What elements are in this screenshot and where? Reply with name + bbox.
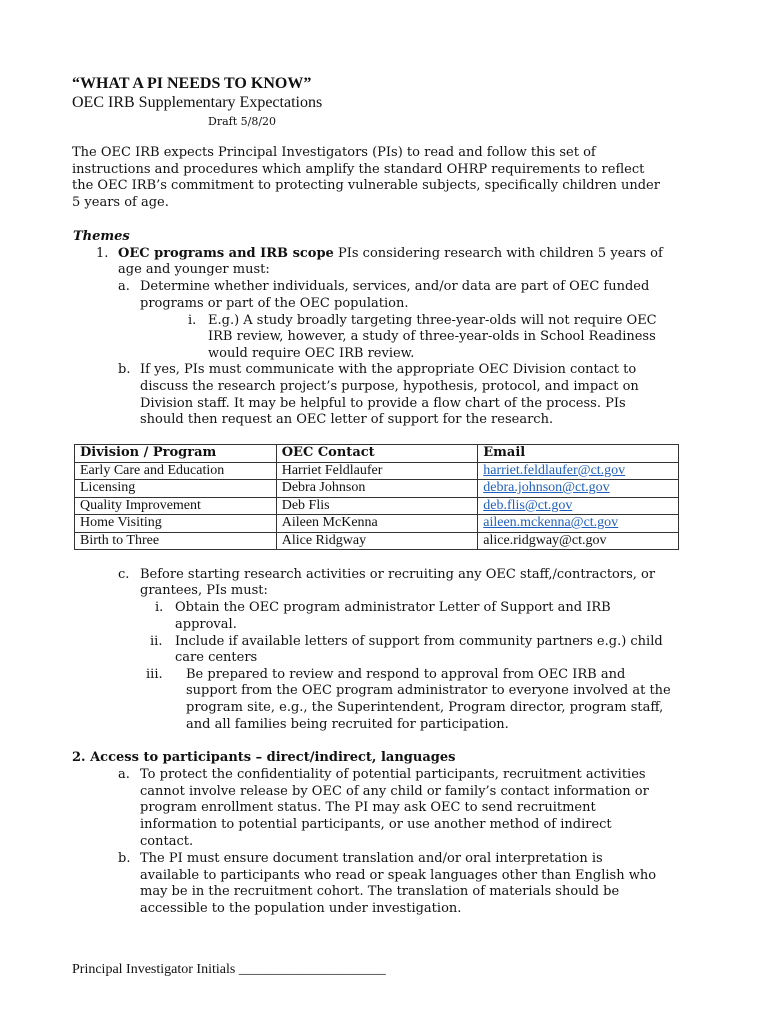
contact-cell: Deb Flis [276,497,478,515]
intro-line: The OEC IRB expects Principal Investigators (PIs) to read and follow this set of [72,145,596,160]
item-2b-line: may be in the recruitment cohort. The translation of materials should be [140,884,620,899]
table-header-row [75,445,679,463]
table-header-division: Division / Program [75,445,277,463]
contacts-table [74,444,679,550]
intro-line: the OEC IRB’s commitment to protecting vulnerable subjects, specifically children under [72,178,660,193]
email-cell [478,480,679,498]
item-1ai-line: IRB review, however, a study of three-year-olds in School Readiness [208,329,656,344]
item-1ciii-line: Be prepared to review and respond to approval from OEC IRB and [186,667,626,682]
section2-heading: 2. Access to participants – direct/indirect, languages [72,750,456,765]
item-2a-line: To protect the confidentiality of potential participants, recruitment activities [140,767,646,782]
intro-line: 5 years of age. [72,195,169,210]
table-header-email: Email [478,445,679,463]
list-marker: a. [118,279,130,294]
list-marker: b. [118,362,131,377]
item-1ai-line: E.g.) A study broadly targeting three-year-olds will not require OEC [208,313,657,328]
list-marker: b. [118,851,131,866]
table-row [75,462,679,480]
themes-heading: Themes [73,229,130,244]
intro-line: instructions and procedures which amplify the standard OHRP requirements to reflect [72,162,645,177]
item-2b-line: accessible to the population under investigation. [140,901,462,916]
contact-cell: Debra Johnson [276,480,478,498]
item-2a-line: cannot involve release by OEC of any child or family’s contact information or [140,784,649,799]
item-1a-line: programs or part of the OEC population. [140,296,409,311]
table-row [75,480,679,498]
email-link[interactable]: aileen.mckenna@ct.gov [483,515,619,530]
item-2a-line: information to potential participants, or use another method of indirect [140,817,612,832]
contact-cell: Harriet Feldlaufer [276,462,478,480]
table-header-contact: OEC Contact [276,445,478,463]
item-1a-line: Determine whether individuals, services, and/or data are part of OEC funded [140,279,650,294]
table-row [75,532,679,550]
item-2b-line: The PI must ensure document translation and/or oral interpretation is [140,851,603,866]
division-cell: Birth to Three [75,532,277,550]
division-cell: Quality Improvement [75,497,277,515]
initials-line[interactable]: Principal Investigator Initials _____________________ [72,962,386,977]
draft-date: Draft 5/8/20 [208,115,277,128]
email-cell [478,462,679,480]
email-link[interactable]: deb.flis@ct.gov [483,497,573,513]
contact-cell: Aileen McKenna [276,515,478,533]
item-1b-line: should then request an OEC letter of support for the research. [140,412,554,427]
division-cell: Licensing [75,480,277,498]
item-1b-line: Division staff. It may be helpful to provide a flow chart of the process. PIs [140,396,626,411]
item-2a-line: contact. [140,834,194,849]
item-1ai-line: would require OEC IRB review. [208,346,415,361]
item-1ciii-line: program site, e.g., the Superintendent, Program director, program staff, [186,700,664,715]
item-1b-line: If yes, PIs must communicate with the appropriate OEC Division contact to [140,362,637,377]
division-cell: Early Care and Education [75,462,277,480]
item-1cii-line: Include if available letters of support from community partners e.g.) child [175,634,663,649]
document-subtitle: OEC IRB Supplementary Expectations [72,94,323,111]
email-link[interactable]: debra.johnson@ct.gov [483,480,610,495]
contact-cell: Alice Ridgway [276,532,478,550]
list-marker: ii. [150,634,163,649]
email-cell: alice.ridgway@ct.gov [478,532,679,550]
list-marker: a. [118,767,130,782]
email-link[interactable]: harriet.feldlaufer@ct.gov [483,462,626,478]
item-1c-line: grantees, PIs must: [140,583,268,598]
item-1ci-line: approval. [175,617,237,632]
list-marker: iii. [146,667,163,682]
section1-lead-text: PIs considering research with children 5 years of [333,246,663,261]
item-2b-line: available to participants who read or speak languages other than English who [140,868,657,883]
list-marker: c. [118,567,130,582]
section1-number: 1. [96,246,109,261]
list-marker: i. [188,313,197,328]
section1-lead-cont: age and younger must: [118,262,270,277]
table-row [75,515,679,533]
item-2a-line: program enrollment status. The PI may ask OEC to send recruitment [140,800,596,815]
section1-heading: OEC programs and IRB scope [118,246,334,261]
item-1c-line: Before starting research activities or recruiting any OEC staff,/contractors, or [140,567,656,582]
document-title: “WHAT A PI NEEDS TO KNOW” [72,75,312,92]
item-1b-line: discuss the research project’s purpose, hypothesis, protocol, and impact on [140,379,639,394]
item-1cii-line: care centers [175,650,258,665]
item-1ci-line: Obtain the OEC program administrator Letter of Support and IRB [175,600,611,615]
email-cell [478,497,679,515]
division-cell: Home Visiting [75,515,277,533]
item-1ciii-line: and all families being recruited for participation. [186,717,509,732]
item-1ciii-line: support from the OEC program administrator to everyone involved at the [186,683,671,698]
email-cell [478,515,679,533]
table-row [75,497,679,515]
section1-lead [118,246,663,263]
list-marker: i. [155,600,164,615]
